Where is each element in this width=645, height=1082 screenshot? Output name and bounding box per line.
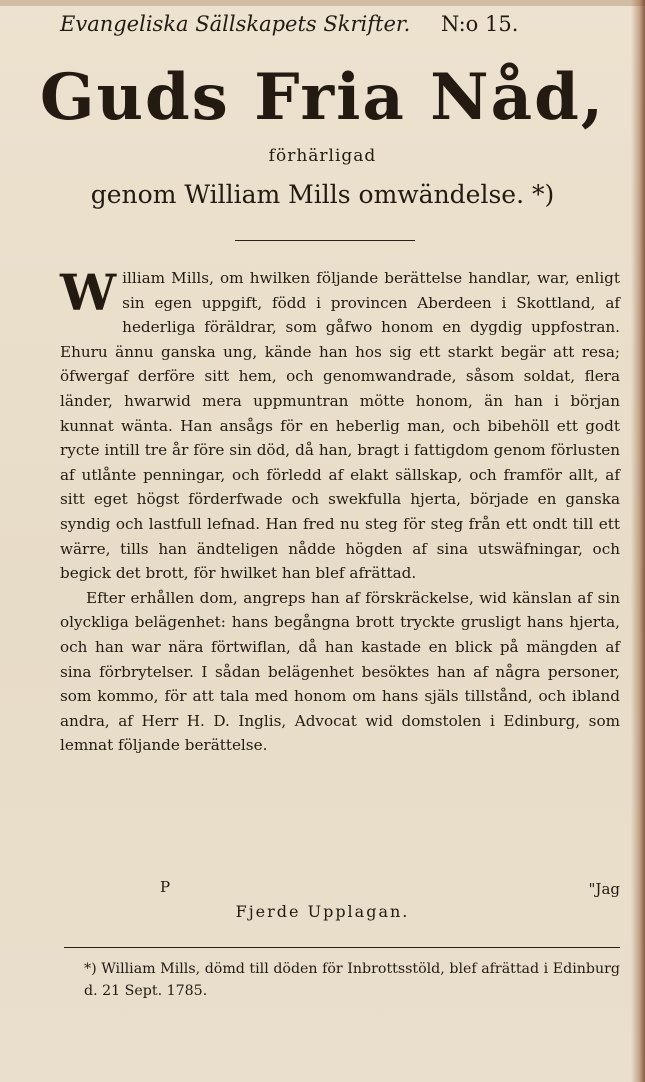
page-title: Guds Fria Nåd, — [39, 60, 606, 135]
drop-cap: W — [60, 263, 117, 322]
signature-mark: P — [160, 878, 171, 896]
catchword: "Jag — [588, 880, 620, 898]
catchline — [60, 876, 620, 902]
footnote-divider — [64, 947, 620, 948]
running-header — [60, 12, 580, 36]
subtitle-line-1: förhärligad — [268, 146, 377, 166]
paragraph-2: Efter erhållen dom, angreps han af förskräckelse, wid känslan af sin olyckliga belägenhet: hans begångna brott tryckte grusligt hans hjerta, och han war nära förtwiflan, då han kastade en blick på mängden af sina förbrytelser. I sådan belägenhet besöktes han af några personer, som kommo, för att tala med honom om hans själs tillstånd, och ibland andra, af Herr H. D. Inglis, Advocat wid domstolen i Edinburg, som lemnat följande berättelse. — [60, 588, 620, 755]
paragraph-1 — [60, 263, 620, 586]
footnote: *) William Mills, dömd till döden för Inbrottsstöld, blef afrättad i Edinburg d. 21 Sept. 1785. — [84, 961, 620, 999]
edition-note: Fjerde Upplagan. — [235, 902, 410, 921]
series-title: Evangeliska Sällskapets Skrifter. — [60, 12, 411, 36]
title-divider — [235, 240, 415, 241]
issue-number: N:o 15. — [440, 12, 519, 36]
subtitle-line-2: genom William Mills omwändelse. *) — [90, 180, 555, 209]
body-text — [60, 263, 620, 758]
paper-edge-top — [0, 0, 645, 6]
paragraph-1-text: illiam Mills, om hwilken följande berättelse handlar, war, enligt sin egen uppgift, född i provincen Aberdeen i Skottland, af hederliga föräldrar, som gåfwo honom en dygdig uppfostran. Ehuru ännu ganska ung, kände han hos sig ett starkt begär att resa; öfwergaf derföre sitt hem, och genomwandrade, såsom soldat, flera länder, hwarwid mera uppmuntran mötte honom, än han i början kunnat wänta. Han ansågs för en heberlig man, och bibehöll ett godt rycte intill tre år före sin död, då han, bragt i fattigdom genom förlusten af utlånte penningar, och förledd af elakt sällskap, och framför allt, af sitt eget högst förderfwade och swekfulla hjerta, började en ganska syndig och lastfull lefnad. Han fred nu steg för steg från ett ondt till ett wärre, tills han ändteligen nådde högden af sina utswäfningar, och begick det brott, för hwilket han blef afrättad. — [60, 269, 620, 583]
